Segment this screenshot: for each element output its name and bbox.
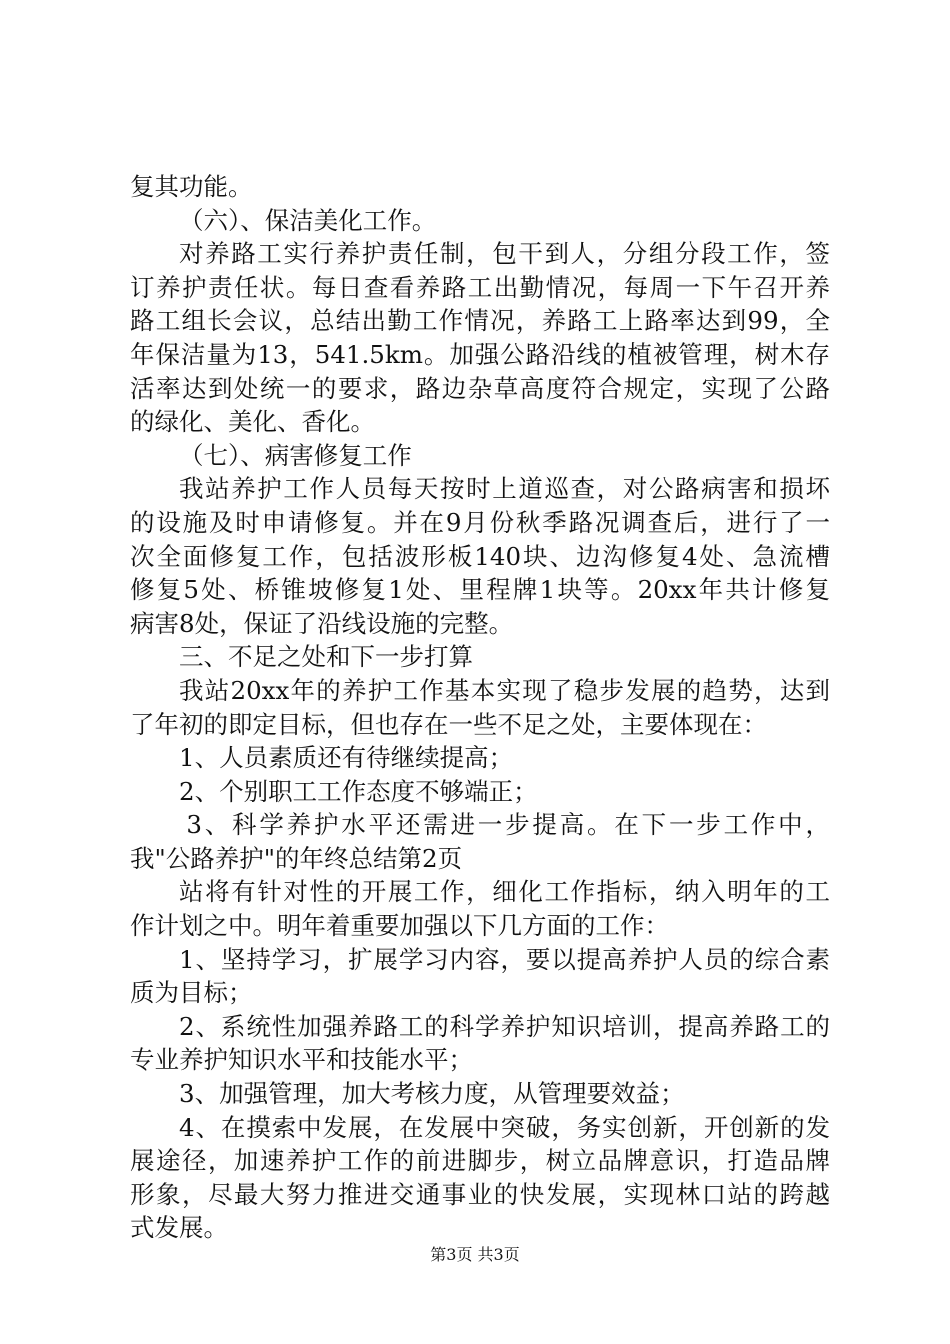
page-footer: 第3页 共3页 [430,1245,520,1264]
text-line: 我站养护工作人员每天按时上道巡查，对公路病害和损坏 [179,474,830,504]
text-line: 的设施及时申请修复。并在9月份秋季路况调查后，进行了一 [130,507,830,537]
text-line: 专业养护知识水平和技能水平； [130,1045,473,1075]
text-line: 1、坚持学习，扩展学习内容，要以提高养护人员的综合素 [179,944,830,974]
text-line: 站将有针对性的开展工作，细化工作指标，纳入明年的工 [179,877,830,907]
text-line: 病害8处，保证了沿线设施的完整。 [130,608,514,638]
document-body [130,170,830,1245]
text-line: 式发展。 [130,1213,228,1243]
text-line: 年保洁量为13，541.5km。加强公路沿线的植被管理，树木存 [130,339,830,369]
text-line: 1、人员素质还有待继续提高； [179,743,514,773]
text-line: （七）、病害修复工作 [179,440,412,470]
text-line: 形象，尽最大努力推进交通事业的快发展，实现林口站的跨越 [130,1179,830,1209]
text-line: 修复5处、桥锥坡修复1处、里程牌1块等。20xx年共计修复 [130,575,830,605]
text-line: 展途径，加速养护工作的前进脚步，树立品牌意识，打造品牌 [130,1146,830,1176]
text-line: 次全面修复工作，包括波形板140块、边沟修复4处、急流槽 [130,541,830,571]
text-line: 3、加强管理，加大考核力度，从管理要效益； [179,1079,685,1109]
text-line: 三、不足之处和下一步打算 [179,642,473,672]
text-line: 了年初的即定目标，但也存在一些不足之处，主要体现在： [130,709,767,739]
text-line: 3、科学养护水平还需进一步提高。在下一步工作中， [186,810,830,840]
text-line: 对养路工实行养护责任制，包干到人，分组分段工作，签 [179,239,830,269]
text-line: 2、系统性加强养路工的科学养护知识培训，提高养路工的 [179,1011,830,1041]
text-line: 质为目标； [130,978,253,1008]
text-line: 复其功能。 [130,172,253,201]
text-line: 我站20xx年的养护工作基本实现了稳步发展的趋势，达到 [179,675,830,705]
text-line: （六）、保洁美化工作。 [179,205,437,235]
text-line: 我"公路养护"的年终总结第2页 [130,843,463,873]
text-line: 订养护责任状。每日查看养路工出勤情况，每周一下午召开养 [130,272,830,302]
text-line: 4、在摸索中发展，在发展中突破，务实创新，开创新的发 [179,1112,830,1142]
text-line: 作计划之中。明年着重要加强以下几方面的工作： [130,911,669,941]
text-line: 2、个别职工工作态度不够端正； [179,776,538,806]
text-line: 活率达到处统一的要求，路边杂草高度符合规定，实现了公路 [130,373,830,403]
text-line: 路工组长会议，总结出勤工作情况，养路工上路率达到99，全 [130,306,830,336]
text-line: 的绿化、美化、香化。 [130,407,375,437]
